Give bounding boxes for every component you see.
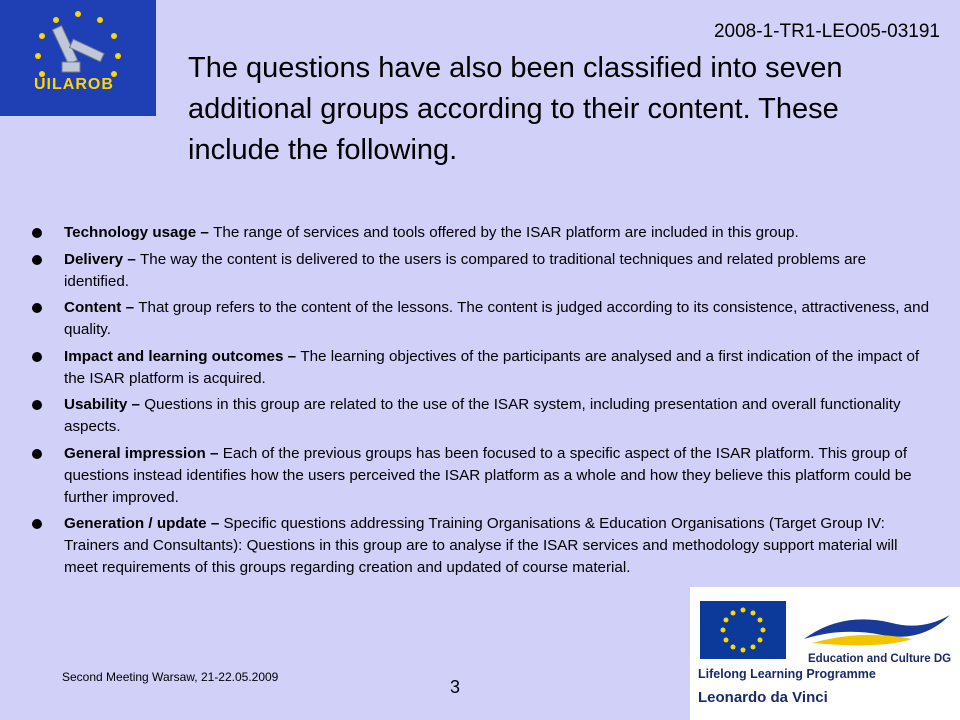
project-id: 2008-1-TR1-LEO05-03191 <box>713 21 940 42</box>
page-number: 3 <box>450 677 461 697</box>
list-item <box>32 249 932 293</box>
list-item <box>32 513 932 579</box>
bullet-term: Technology usage – <box>64 224 214 241</box>
list-item <box>32 394 932 438</box>
bullet-text: Questions in this group are related to the use of the ISAR system, including presentation and overall functionality aspects. <box>64 396 901 435</box>
eu-flag-icon <box>700 601 786 659</box>
bullet-term: Usability – <box>64 396 145 413</box>
list-item <box>32 346 932 390</box>
bullet-term: Impact and learning outcomes – <box>64 347 301 365</box>
bullet-term: Content – <box>64 299 139 316</box>
eu-dg-text: Education and Culture DG <box>808 653 952 665</box>
bullet-text: The learning objectives of the participants are analysed and a first indication of the impact of the ISAR platform is acquired. <box>64 347 920 387</box>
list-item <box>32 443 932 509</box>
bullet-term: General impression – <box>64 444 223 462</box>
robot-arm-icon <box>0 0 156 116</box>
eu-leonardo-text: Leonardo da Vinci <box>698 689 828 706</box>
list-item <box>32 297 932 341</box>
list-item <box>32 222 932 244</box>
bullet-text: The range of services and tools offered by the ISAR platform are included in this group. <box>213 224 799 241</box>
bullet-text: The way the content is delivered to the users is compared to traditional techniques and related problems are identified. <box>64 250 867 290</box>
eu-programme-logo <box>690 587 960 720</box>
bullet-text: That group refers to the content of the lessons. The content is judged according to its consistence, attractiveness, and quality. <box>64 299 930 338</box>
eu-programme-text: Lifelong Learning Programme <box>698 667 876 681</box>
bullet-text: Each of the previous groups has been focused to a specific aspect of the ISAR platform. This group of questions instead identifies how the users perceived the ISAR platform as a whole and how they believe this platform could be further improved. <box>64 444 912 506</box>
bullet-term: Delivery – <box>64 250 140 268</box>
logo-text: UILAROB <box>34 76 114 93</box>
project-logo <box>0 0 156 116</box>
swoosh-icon <box>802 609 952 649</box>
bullet-list <box>32 222 932 584</box>
footer-meeting: Second Meeting Warsaw, 21-22.05.2009 <box>62 670 279 684</box>
bullet-term: Generation / update – <box>64 515 224 532</box>
slide-title: The questions have also been classified into seven additional groups according to their content. These include the following. <box>188 52 843 166</box>
bullet-text: Specific questions addressing Training Organisations & Education Organisations (Target Group IV: Trainers and Consultants): Questions in this group are to analyse if the ISAR services and methodology support material will meet requirements of this groups regarding creation and updated of course material. <box>64 515 898 576</box>
